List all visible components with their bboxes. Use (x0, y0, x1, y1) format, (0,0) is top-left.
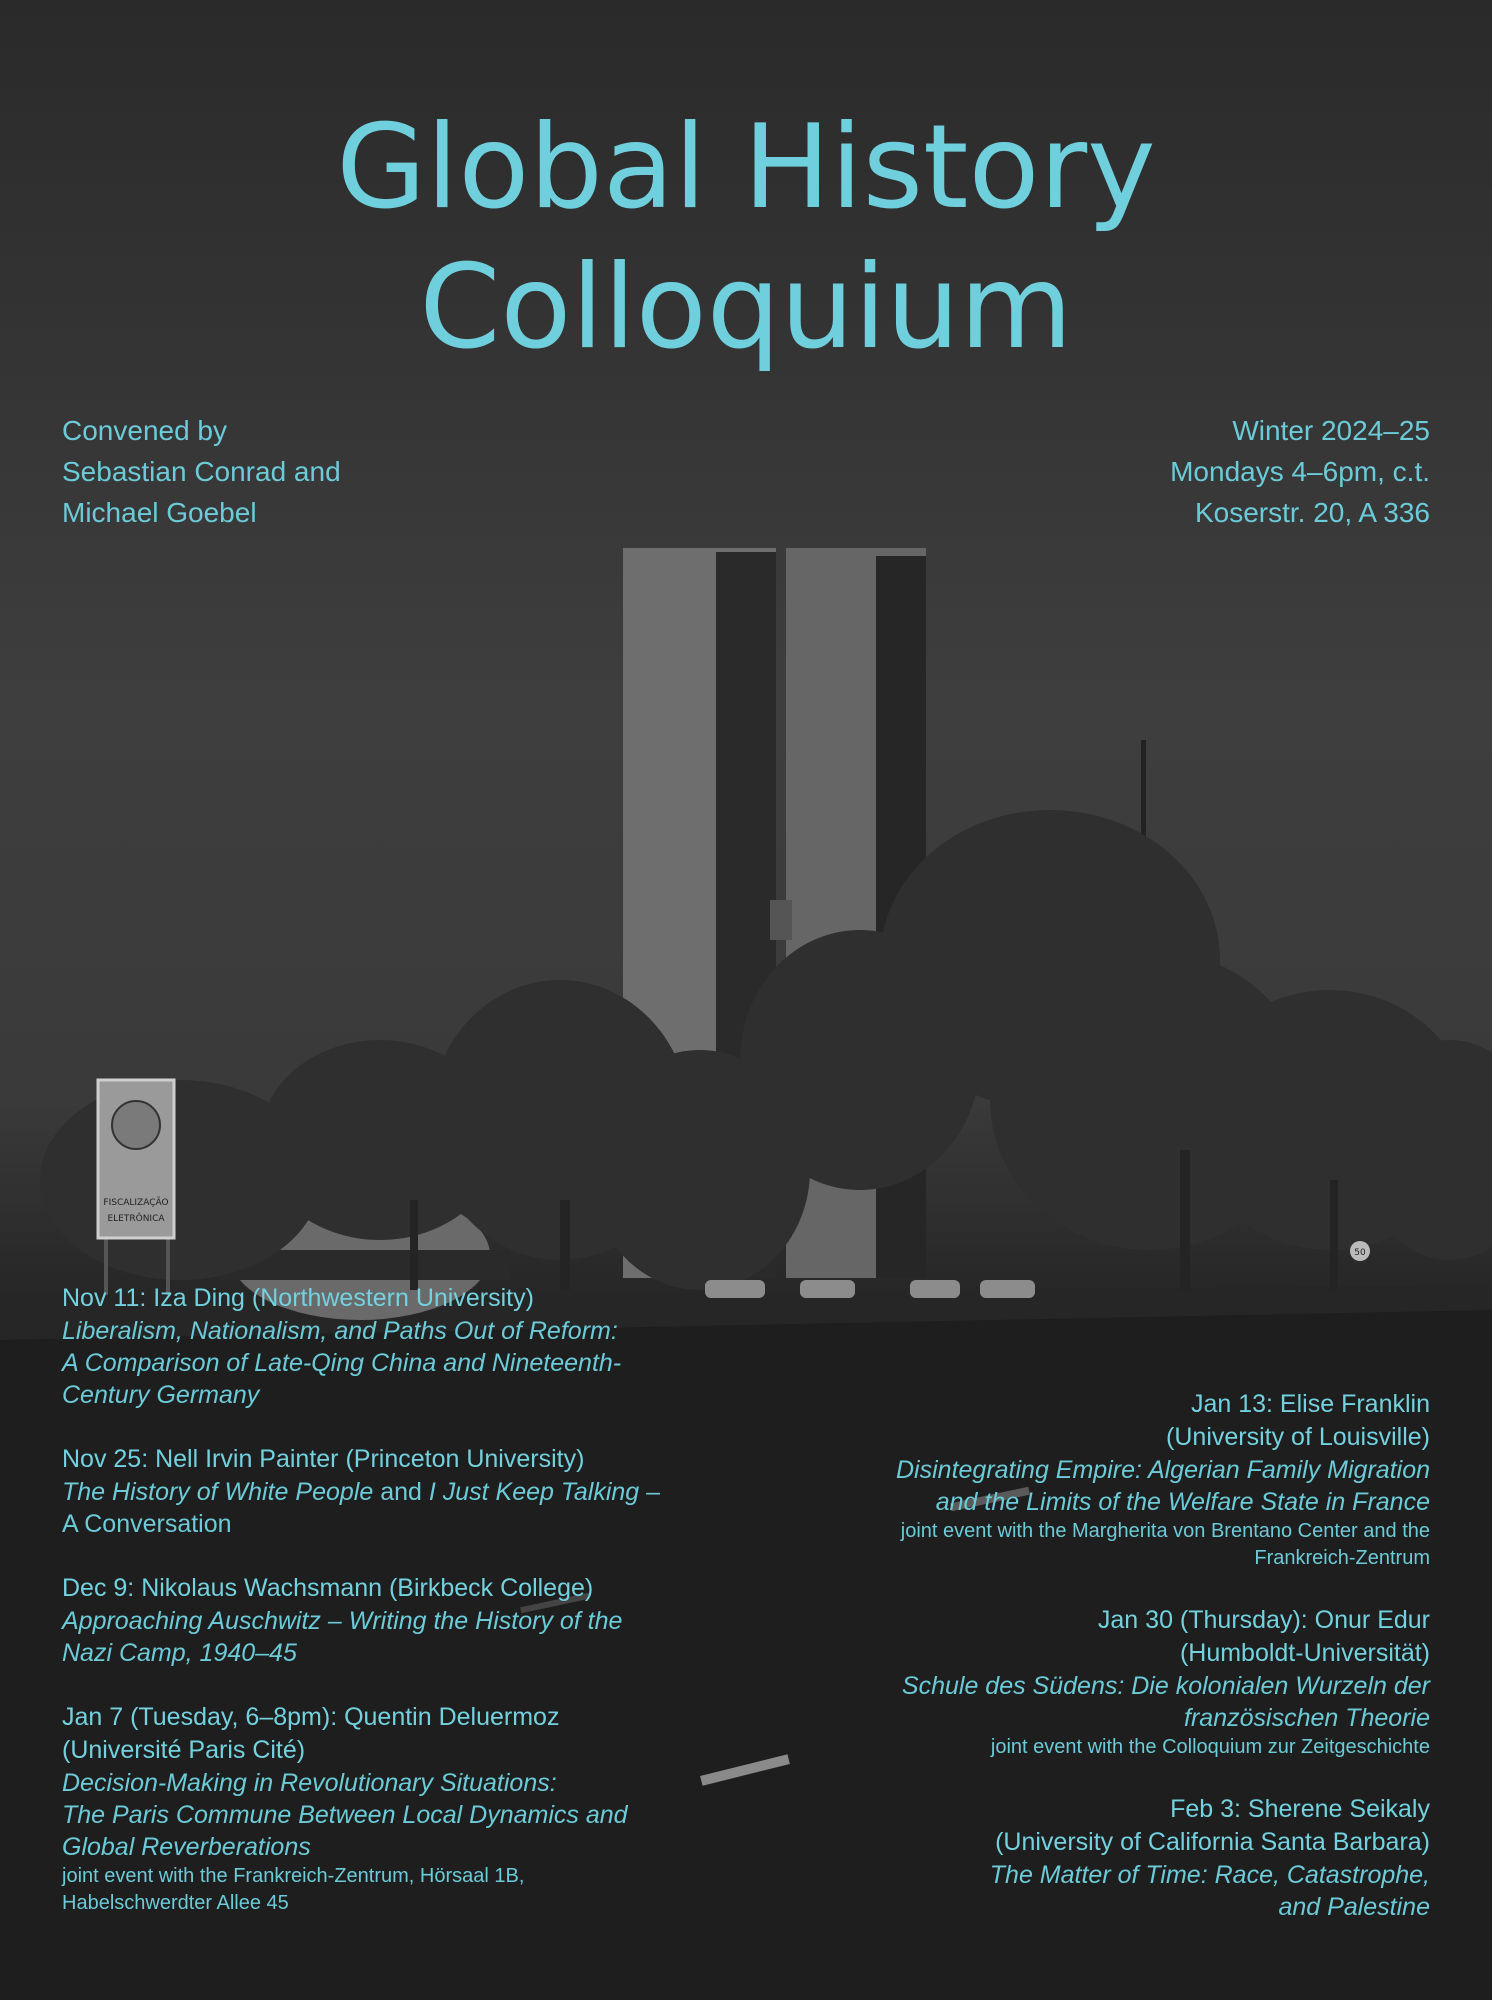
event-jan-7 (62, 1701, 762, 1917)
event-heading (730, 1793, 1430, 1859)
talk-italic-part: The History of White People (62, 1478, 374, 1506)
event-heading-line: Feb 3: Sherene Seikaly (1170, 1795, 1430, 1823)
speed-sign-text: 50 (1354, 1248, 1366, 1258)
note-line: Frankreich-Zentrum (1254, 1547, 1430, 1569)
talk-line: Decision-Making in Revolutionary Situations: (62, 1769, 557, 1797)
note-line: Habelschwerdter Allee 45 (62, 1892, 289, 1914)
title-line-1: Global History (336, 100, 1156, 235)
event-heading-line: Nov 11: Iza Ding (Northwestern University) (62, 1284, 534, 1312)
term-line: Winter 2024–25 (1232, 415, 1430, 446)
talk-line: A Conversation (62, 1510, 232, 1538)
talk-line: and the Limits of the Welfare State in France (935, 1488, 1430, 1516)
conveners-line: Sebastian Conrad and (62, 456, 341, 487)
events-right-column (730, 1388, 1430, 1955)
talk-plain-part: and (373, 1478, 429, 1506)
event-nov-25 (62, 1443, 762, 1540)
talk-line: Nazi Camp, 1940–45 (62, 1639, 297, 1667)
event-heading (62, 1572, 762, 1605)
note-line: joint event with the Frankreich-Zentrum, Hörsaal 1B, (62, 1865, 525, 1887)
event-heading (62, 1701, 762, 1767)
talk-line: and Palestine (1278, 1893, 1430, 1921)
event-feb-3 (730, 1793, 1430, 1923)
talk-line: französischen Theorie (1184, 1704, 1430, 1732)
talk-line: Century Germany (62, 1381, 260, 1409)
talk-line: The Paris Commune Between Local Dynamics and (62, 1801, 628, 1829)
note-line: joint event with the Margherita von Brentano Center and the (900, 1520, 1430, 1542)
talk-line: Global Reverberations (62, 1833, 311, 1861)
talk-line (62, 1476, 762, 1508)
event-note (730, 1734, 1430, 1761)
talk-line: Approaching Auschwitz – Writing the History of the (62, 1607, 623, 1635)
event-heading-line: Jan 30 (Thursday): Onur Edur (1097, 1606, 1430, 1634)
event-talk-title (62, 1476, 762, 1540)
event-jan-30 (730, 1604, 1430, 1761)
event-heading (730, 1604, 1430, 1670)
event-heading-line: Jan 13: Elise Franklin (1190, 1390, 1430, 1418)
tower-bridge (770, 900, 792, 940)
event-heading-line: Dec 9: Nikolaus Wachsmann (Birkbeck College) (62, 1574, 594, 1602)
event-heading-line: (Université Paris Cité) (62, 1736, 306, 1764)
term-info (1170, 410, 1430, 533)
talk-line: The Matter of Time: Race, Catastrophe, (989, 1861, 1430, 1889)
title-line-2: Colloquium (419, 240, 1073, 375)
note-line: joint event with the Colloquium zur Zeitgeschichte (990, 1736, 1430, 1758)
event-talk-title (62, 1605, 762, 1669)
event-talk-title (730, 1670, 1430, 1734)
event-note (730, 1518, 1430, 1572)
term-line: Koserstr. 20, A 336 (1194, 497, 1430, 528)
event-talk-title (62, 1315, 762, 1411)
event-heading (730, 1388, 1430, 1454)
event-heading-line: Jan 7 (Tuesday, 6–8pm): Quentin Deluermoz (62, 1703, 560, 1731)
event-talk-title (730, 1454, 1430, 1518)
conveners (62, 410, 341, 533)
conveners-line: Convened by (62, 415, 228, 446)
talk-line: Liberalism, Nationalism, and Paths Out of Reform: (62, 1317, 618, 1345)
event-jan-13 (730, 1388, 1430, 1572)
sign-emblem (112, 1101, 160, 1149)
event-talk-title (730, 1859, 1430, 1923)
event-heading (62, 1443, 762, 1476)
talk-line: Disintegrating Empire: Algerian Family Migration (896, 1456, 1430, 1484)
talk-line: A Comparison of Late-Qing China and Nineteenth- (62, 1349, 622, 1377)
poster-title (0, 98, 1492, 378)
event-heading-line: (University of Louisville) (1166, 1423, 1430, 1451)
sign-text-1: FISCALIZAÇÃO (103, 1198, 169, 1208)
term-line: Mondays 4–6pm, c.t. (1170, 456, 1430, 487)
event-heading-line: (Humboldt-Universität) (1179, 1639, 1430, 1667)
event-nov-11 (62, 1282, 762, 1411)
events-left-column (62, 1282, 762, 1949)
talk-italic-part: I Just Keep Talking – (428, 1478, 661, 1506)
sign-text-2: ELETRÔNICA (107, 1214, 165, 1224)
conveners-line: Michael Goebel (62, 497, 257, 528)
event-heading-line: Nov 25: Nell Irvin Painter (Princeton University) (62, 1445, 585, 1473)
event-note (62, 1863, 762, 1917)
event-heading (62, 1282, 762, 1315)
event-heading-line: (University of California Santa Barbara) (995, 1828, 1430, 1856)
event-dec-9 (62, 1572, 762, 1669)
event-talk-title (62, 1767, 762, 1863)
talk-line: Schule des Südens: Die kolonialen Wurzeln der (901, 1672, 1430, 1700)
